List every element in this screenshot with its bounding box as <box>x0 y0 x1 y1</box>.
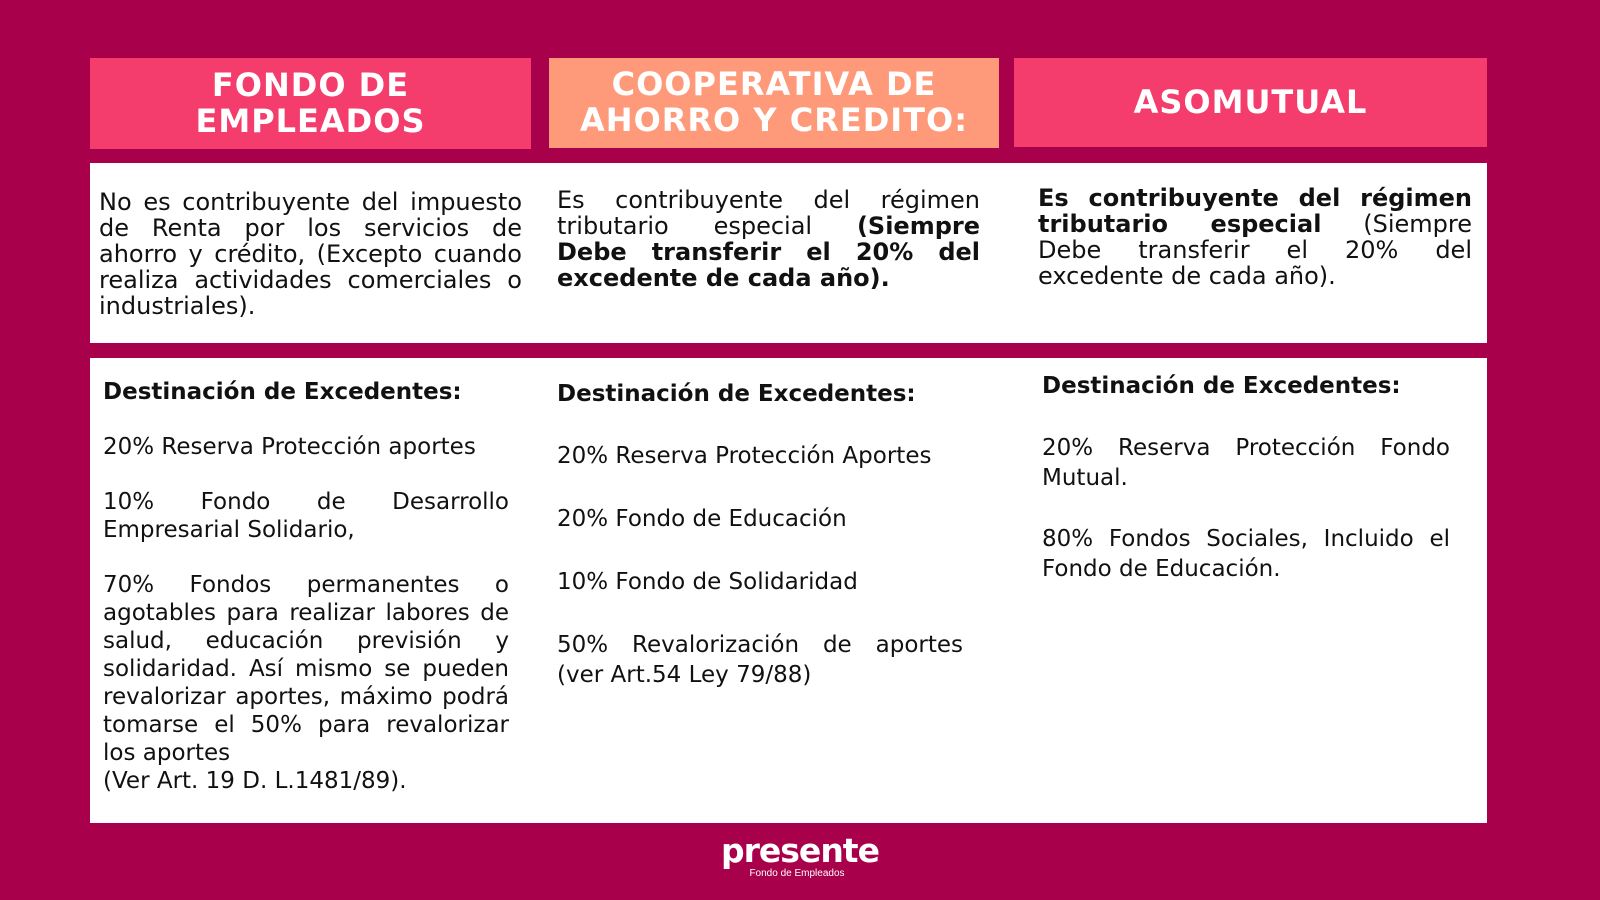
header-fondo-line2: EMPLEADOS <box>195 101 426 140</box>
tax-status-asomutual-normal: (Siempre Debe transferir el 20% del excedente de cada año). <box>1038 210 1472 290</box>
surplus-fondo-item: 10% Fondo de Desarrollo Empresarial Solidario, <box>103 489 509 543</box>
surplus-asomutual-title: Destinación de Excedentes: <box>1042 373 1401 399</box>
surplus-cooperativa-item: 20% Fondo de Educación <box>557 506 847 532</box>
header-cooperativa-line2: AHORRO Y CREDITO: <box>580 101 968 139</box>
tax-status-asomutual-bold: Es contribuyente del régimen tributario especial <box>1038 184 1472 238</box>
tax-status-asomutual <box>1038 185 1472 289</box>
header-fondo-de-empleados <box>90 58 531 149</box>
surplus-fondo-item: 70% Fondos permanentes o agotables para realizar labores de salud, educación previsión y solidaridad. Así mismo se pueden revalorizar aportes, máximo podrá tomarse el 50% para revalorizar los aportes <box>103 572 509 766</box>
tax-status-fondo <box>99 189 522 319</box>
header-asomutual <box>1014 58 1487 147</box>
tax-status-cooperativa <box>557 187 980 291</box>
tax-status-cooperativa-normal: Es contribuyente del régimen tributario especial <box>557 186 980 240</box>
surplus-asomutual-item: 20% Reserva Protección Fondo Mutual. <box>1042 435 1450 491</box>
header-fondo-line1: FONDO DE <box>211 65 410 104</box>
surplus-asomutual-item: 80% Fondos Sociales, Incluido el Fondo de Educación. <box>1042 526 1450 582</box>
header-asomutual-label: ASOMUTUAL <box>1133 82 1368 121</box>
presente-logo <box>0 831 1600 880</box>
surplus-cooperativa-item: 20% Reserva Protección Aportes <box>557 443 932 469</box>
surplus-fondo-title: Destinación de Excedentes: <box>103 379 462 405</box>
surplus-asomutual <box>1042 372 1450 615</box>
tax-status-fondo-text: No es contribuyente del impuesto de Renta por los servicios de ahorro y crédito, (Excepto cuando realiza actividades comerciales o industriales). <box>99 188 522 320</box>
logo-subtitle: Fondo de Empleados <box>749 868 845 879</box>
header-cooperativa-line1: COOPERATIVA DE <box>611 65 937 104</box>
surplus-fondo-reference: (Ver Art. 19 D. L.1481/89). <box>103 768 407 794</box>
surplus-fondo <box>103 378 509 822</box>
header-cooperativa <box>549 58 999 148</box>
surplus-cooperativa-item: 10% Fondo de Solidaridad <box>557 569 858 595</box>
surplus-fondo-item: 20% Reserva Protección aportes <box>103 434 476 460</box>
surplus-cooperativa <box>557 380 963 723</box>
tax-status-cooperativa-bold: (Siempre Debe transferir el 20% del excedente de cada año). <box>557 212 980 292</box>
logo-wordmark: presente <box>721 831 879 870</box>
surplus-cooperativa-item: 50% Revalorización de aportes (ver Art.54 Ley 79/88) <box>557 632 963 688</box>
surplus-cooperativa-title: Destinación de Excedentes: <box>557 381 916 407</box>
